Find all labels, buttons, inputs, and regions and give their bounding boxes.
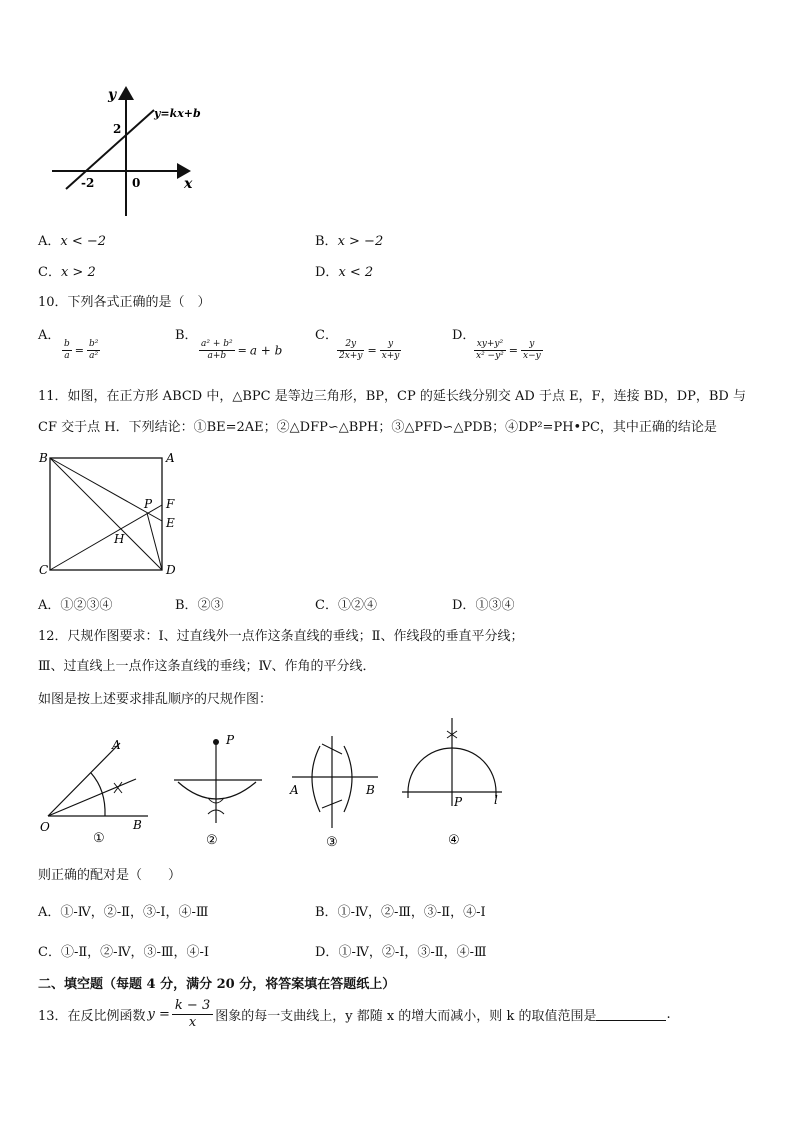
q10-option-a[interactable] <box>38 324 100 362</box>
label-A: A <box>166 451 175 465</box>
label-B: B <box>366 783 375 797</box>
x-intercept-label: -2 <box>81 176 95 190</box>
option-letter: D． <box>315 945 339 960</box>
q11-stem-line2: CF 交于点 H．下列结论：①BE=2AE；②△DFP∽△BPH；③△PFD∽△PDB；④DP²=PH•PC，其中正确的结论是 <box>38 420 717 435</box>
q12-option-d[interactable] <box>315 941 487 960</box>
option-text: ①-Ⅳ，②-Ⅰ，③-Ⅱ，④-Ⅲ <box>338 945 487 960</box>
q10-option-d[interactable] <box>452 324 543 362</box>
q12-figure-3 <box>286 732 386 852</box>
segment-be <box>50 458 162 521</box>
q13-func-lhs: y = <box>147 1006 170 1022</box>
label-D: D <box>166 563 176 577</box>
y-axis-label: y <box>108 87 117 103</box>
option-text: ①③④ <box>475 598 515 613</box>
label-P: P <box>144 497 153 511</box>
q11-option-a[interactable] <box>38 594 112 613</box>
x-axis-label: x <box>184 176 193 192</box>
fraction-denominator: x <box>188 1014 197 1030</box>
ray-oa <box>48 743 120 816</box>
label-E: E <box>166 516 175 530</box>
q10-option-c[interactable] <box>315 324 401 362</box>
option-letter: B． <box>315 905 338 920</box>
label-B: B <box>39 451 48 465</box>
arc-left <box>312 746 320 812</box>
q11-square-figure <box>36 448 186 580</box>
point-p <box>213 739 219 745</box>
q12-ask: 则正确的配对是（ ） <box>38 868 182 883</box>
q9-option-c[interactable] <box>38 261 96 280</box>
q11-option-d[interactable] <box>452 594 514 613</box>
q10-stem: 10．下列各式正确的是（ ） <box>38 295 211 310</box>
equals-sign: = <box>508 344 518 357</box>
label-P: P <box>454 795 463 809</box>
q11-option-b[interactable] <box>175 594 224 613</box>
q13-suffix: 图象的每一支曲线上，y 都随 x 的增大而减小，则 k 的取值范围是 <box>215 1008 597 1024</box>
figure-number: ② <box>206 833 218 848</box>
arc-right <box>344 746 352 812</box>
option-letter: A． <box>38 328 61 343</box>
label-l: l <box>494 793 498 807</box>
equals-sign: = <box>237 344 247 357</box>
q12-figure-2 <box>170 728 270 850</box>
q11-option-c[interactable] <box>315 594 377 613</box>
lhs-fraction: $\frac{2y}{2x+y}$ <box>339 339 363 361</box>
arc <box>178 782 256 799</box>
origin-label: 0 <box>132 176 141 190</box>
option-letter: D． <box>452 328 476 343</box>
option-text: ①-Ⅳ，②-Ⅲ，③-Ⅱ，④-Ⅰ <box>337 905 486 920</box>
label-P: P <box>226 733 235 747</box>
equals-sign: = <box>367 344 377 357</box>
option-letter: D． <box>452 598 476 613</box>
option-letter: A． <box>38 598 61 613</box>
option-letter: A． <box>38 905 61 920</box>
rhs-fraction: $\frac{y}{x-y}$ <box>523 339 541 361</box>
figure-number: ④ <box>448 833 460 848</box>
q12-option-b[interactable] <box>315 901 486 920</box>
answer-blank[interactable] <box>596 1008 666 1021</box>
lhs-fraction: $\frac{\text{xy+y²}}{\text{x² −y²}}$ <box>476 339 504 361</box>
q12-figure-4 <box>400 716 510 848</box>
section-title: 二、填空题（每题 4 分，满分 20 分，将答案填在答题纸上） <box>38 977 396 992</box>
q13-end: . <box>666 1006 671 1022</box>
label-A: A <box>290 783 299 797</box>
option-text: ①-Ⅱ，②-Ⅳ，③-Ⅲ，④-Ⅰ <box>60 945 210 960</box>
q9-graph <box>46 82 216 222</box>
q11-stem-line1: 11．如图，在正方形 ABCD 中，△BPC 是等边三角形，BP，CP 的延长线分别交 AD 于点 E，F，连接 BD，DP，BD 与 <box>38 389 746 404</box>
option-text: ②③ <box>197 598 224 613</box>
equals-sign: = <box>74 344 84 357</box>
q12-option-c[interactable] <box>38 941 209 960</box>
label-H: H <box>114 532 125 546</box>
option-letter: C． <box>38 265 61 280</box>
line-label: y=kx+b <box>154 107 201 120</box>
option-text: ①②④ <box>337 598 377 613</box>
q12-option-a[interactable] <box>38 901 208 920</box>
lhs-fraction: $\frac{b}{a}$ <box>64 339 70 361</box>
q13-stem <box>38 994 671 1034</box>
segment-bd <box>50 458 162 570</box>
rhs-fraction: $\frac{y}{x+y}$ <box>381 339 400 361</box>
option-letter: C． <box>315 328 338 343</box>
q12-stem-line2: Ⅲ、过直线上一点作这条直线的垂线；Ⅳ、作角的平分线． <box>38 659 376 674</box>
label-O: O <box>40 820 50 834</box>
option-letter: B． <box>175 328 198 343</box>
figure-number: ① <box>93 831 105 846</box>
label-F: F <box>166 497 175 511</box>
rhs-fraction: $\frac{\text{b²}}{\text{a²}}$ <box>88 339 99 361</box>
option-text: x < 2 <box>338 265 374 280</box>
fraction-numerator: k − 3 <box>172 998 213 1015</box>
segment-dp <box>147 513 162 570</box>
q12-stem-line1: 12．尺规作图要求：Ⅰ、过直线外一点作这条直线的垂线；Ⅱ、作线段的垂直平分线； <box>38 629 524 644</box>
q13-prefix: 13．在反比例函数 <box>38 1008 146 1024</box>
option-letter: A． <box>38 234 61 249</box>
option-text: x > −2 <box>337 234 384 249</box>
q10-option-b[interactable] <box>175 324 282 362</box>
option-letter: C． <box>38 945 61 960</box>
q12-figure-1 <box>36 735 166 847</box>
option-letter: B． <box>315 234 338 249</box>
q9-option-d[interactable] <box>315 261 373 280</box>
option-text: ①②③④ <box>60 598 113 613</box>
lhs-fraction: $\frac{\text{a² + b²}}{a+b}$ <box>201 339 233 361</box>
segment-cf <box>50 505 162 570</box>
option-text: ①-Ⅳ，②-Ⅱ，③-Ⅰ，④-Ⅲ <box>60 905 209 920</box>
option-letter: B． <box>175 598 198 613</box>
q12-stem-line3: 如图是按上述要求排乱顺序的尺规作图： <box>38 692 273 707</box>
label-C: C <box>39 563 49 577</box>
option-letter: C． <box>315 598 338 613</box>
y-intercept-label: 2 <box>113 122 122 136</box>
option-text: x > 2 <box>60 265 96 280</box>
q9-option-b[interactable] <box>315 230 383 249</box>
figure-number: ③ <box>326 835 338 850</box>
label-A: A <box>112 738 121 752</box>
option-letter: D． <box>315 265 339 280</box>
q13-fraction <box>172 998 213 1031</box>
q9-option-a[interactable] <box>38 230 106 249</box>
bisector <box>48 779 136 816</box>
label-B: B <box>133 818 142 832</box>
line-y-kx-b <box>66 110 154 189</box>
rhs-expression: a + b <box>249 343 283 358</box>
option-text: x < −2 <box>60 234 107 249</box>
